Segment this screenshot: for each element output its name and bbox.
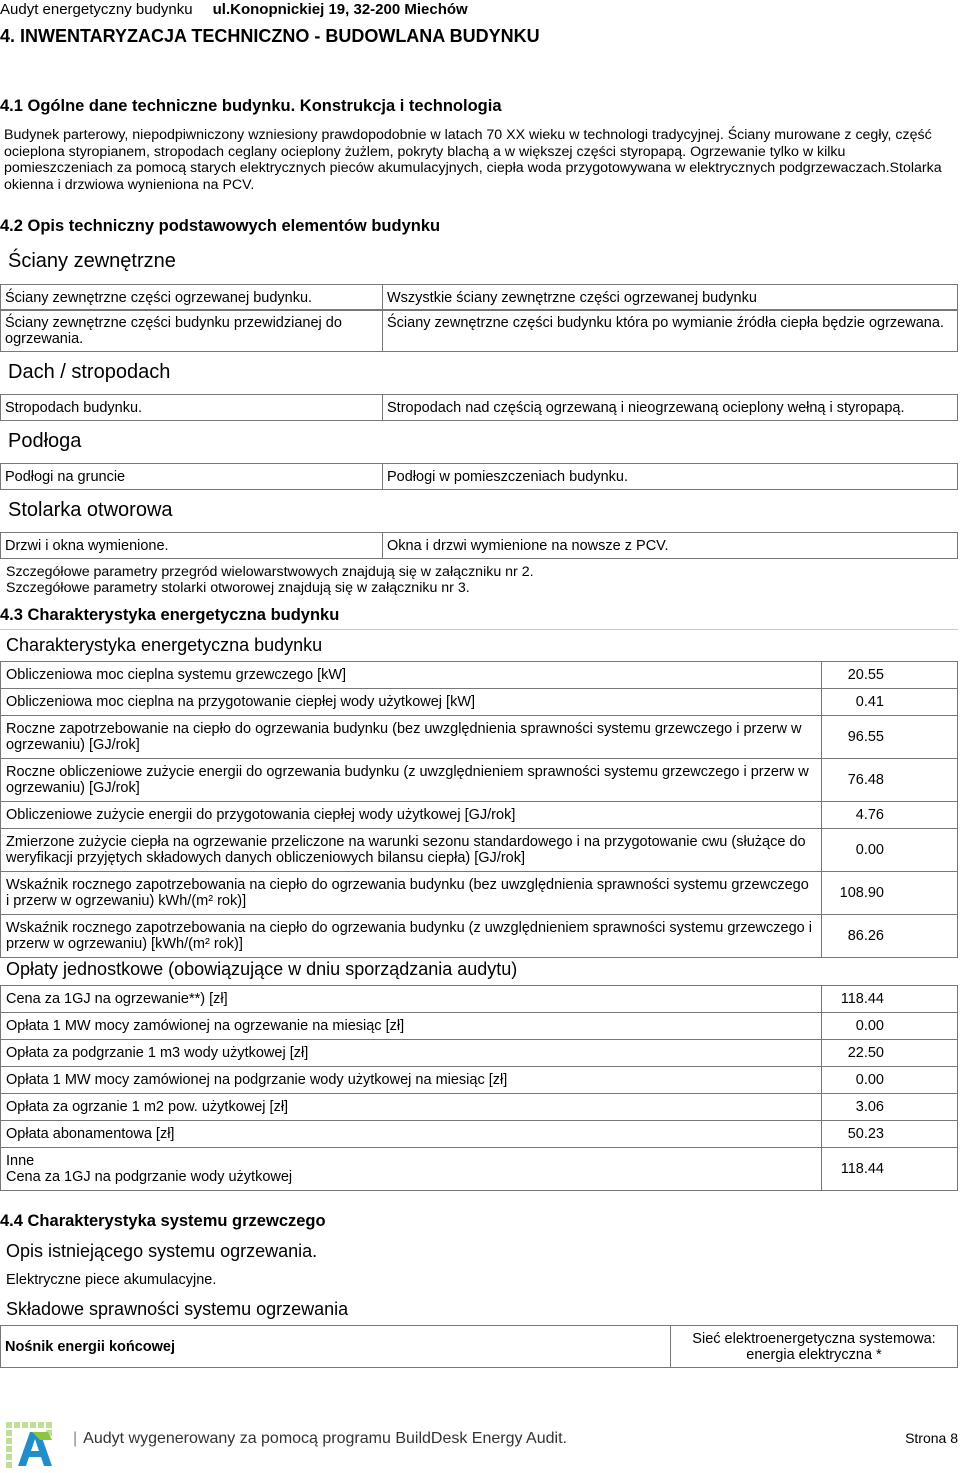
floor-row-1-left: Podłogi na gruncie	[1, 464, 383, 489]
fees-title: Opłaty jednostkowe (obowiązujące w dniu sporządzania audytu)	[6, 959, 518, 979]
energy-carrier-row	[0, 1325, 958, 1368]
energy-table-title: Charakterystyka energetyczna budynku	[6, 635, 323, 655]
heading-4-4: 4.4 Charakterystyka systemu grzewczego	[0, 1212, 326, 1230]
fee-value: 3.06	[822, 1094, 958, 1121]
walls-row-1	[0, 284, 958, 311]
floor-row-1-right: Podłogi w pomieszczeniach budynku.	[387, 469, 628, 485]
energy-characteristics-table	[0, 661, 958, 958]
row-value: 0.41	[822, 689, 958, 716]
section-divider	[0, 629, 958, 630]
fee-label: Opłata 1 MW mocy zamówionej na podgrzanie wody użytkowej na miesiąc [zł]	[1, 1067, 822, 1094]
row-label: Zmierzone zużycie ciepła na ogrzewanie przeliczone na warunki sezonu standardowego i na przygotowanie cwu (służące do weryfikacji przyjętych składowych danych obliczeniowych bilansu ciepła) [GJ/rok]	[1, 829, 822, 872]
table-row	[1, 1094, 958, 1121]
row-value: 20.55	[822, 662, 958, 689]
table-row	[1, 759, 958, 802]
windows-row-1-right: Okna i drzwi wymienione na nowsze z PCV.	[387, 538, 669, 554]
row-value: 0.00	[822, 829, 958, 872]
row-value: 86.26	[822, 915, 958, 958]
row-label: Roczne obliczeniowe zużycie energii do ogrzewania budynku (z uwzględnieniem sprawności systemu grzewczego i przerw w ogrzewaniu) [GJ/rok]	[1, 759, 822, 802]
footer-separator: |	[73, 1430, 78, 1447]
building-address: ul.Konopnickiej 19, 32-200 Miechów	[212, 1, 468, 18]
fee-label: Opłata 1 MW mocy zamówionej na ogrzewanie na miesiąc [zł]	[1, 1013, 822, 1040]
category-floor-title: Podłoga	[8, 430, 82, 452]
row-value: 76.48	[822, 759, 958, 802]
system-description-title: Opis istniejącego systemu ogrzewania.	[6, 1241, 318, 1261]
fee-label-other	[1, 1148, 822, 1191]
unit-fees-table	[0, 985, 958, 1191]
table-row	[1, 1040, 958, 1067]
category-windows-title: Stolarka otworowa	[8, 499, 173, 521]
category-walls-title: Ściany zewnętrzne	[8, 250, 176, 272]
walls-row-2	[0, 309, 958, 352]
row-label: Obliczeniowe zużycie energii do przygotowania ciepłej wody użytkowej [GJ/rok]	[1, 802, 822, 829]
walls-row-1-right: Wszystkie ściany zewnętrzne części ogrzewanej budynku	[387, 290, 757, 306]
floor-row-1	[0, 463, 958, 490]
section-title: 4. INWENTARYZACJA TECHNICZNO - BUDOWLANA BUDYNKU	[0, 26, 540, 46]
walls-row-2-left: Ściany zewnętrzne części budynku przewidzianej do ogrzewania.	[1, 310, 383, 351]
table-row	[1, 716, 958, 759]
efficiency-title: Składowe sprawności systemu ogrzewania	[6, 1299, 349, 1319]
heading-4-2: 4.2 Opis techniczny podstawowych elementów budynku	[0, 217, 441, 235]
table-row	[1, 1121, 958, 1148]
fee-value: 50.23	[822, 1121, 958, 1148]
document-title: Audyt energetyczny budynku	[0, 1, 193, 18]
table-row	[1, 829, 958, 872]
table-row	[1, 662, 958, 689]
row-label: Wskaźnik rocznego zapotrzebowania na ciepło do ogrzewania budynku (bez uwzględnienia sprawności systemu grzewczego i przerw w ogrzewaniu) kWh/(m² rok)]	[1, 872, 822, 915]
heading-4-1: 4.1 Ogólne dane techniczne budynku. Konstrukcja i technologia	[0, 97, 502, 115]
row-label: Obliczeniowa moc cieplna na przygotowanie ciepłej wody użytkowej [kW]	[1, 689, 822, 716]
windows-row-1-left: Drzwi i okna wymienione.	[1, 533, 383, 558]
footer-generated-text: Audyt wygenerowany za pomocą programu BuildDesk Energy Audit.	[83, 1430, 567, 1447]
other-sublabel: Cena za 1GJ na podgrzanie wody użytkowej	[6, 1169, 293, 1185]
fee-label: Opłata za podgrzanie 1 m3 wody użytkowej [zł]	[1, 1040, 822, 1067]
heading-4-3: 4.3 Charakterystyka energetyczna budynku	[0, 606, 340, 624]
walls-row-2-right: Ściany zewnętrzne części budynku która po wymianie źródła ciepła będzie ogrzewana.	[387, 315, 944, 331]
roof-row-1-left: Stropodach budynku.	[1, 395, 383, 420]
fee-value: 0.00	[822, 1013, 958, 1040]
roof-row-1-right: Stropodach nad częścią ogrzewaną i nieogrzewaną ocieplony wełną i styropapą.	[387, 400, 905, 416]
table-row	[1, 915, 958, 958]
table-row	[1, 1148, 958, 1191]
table-row	[1, 1013, 958, 1040]
fee-label: Opłata za ogrzanie 1 m2 pow. użytkowej [zł]	[1, 1094, 822, 1121]
fee-value: 22.50	[822, 1040, 958, 1067]
windows-row-1	[0, 532, 958, 559]
table-row	[1, 689, 958, 716]
fee-value: 0.00	[822, 1067, 958, 1094]
page-number: Strona 8	[905, 1430, 958, 1446]
row-value: 108.90	[822, 872, 958, 915]
table-row	[1, 802, 958, 829]
builddesk-logo-icon	[4, 1420, 58, 1470]
row-label: Obliczeniowa moc cieplna systemu grzewczego [kW]	[1, 662, 822, 689]
fee-value: 118.44	[822, 1148, 958, 1191]
system-description: Elektryczne piece akumulacyjne.	[6, 1272, 217, 1288]
row-label: Roczne zapotrzebowanie na ciepło do ogrzewania budynku (bez uwzględnienia sprawności systemu grzewczego i przerw w ogrzewaniu) [GJ/rok]	[1, 716, 822, 759]
roof-row-1	[0, 394, 958, 421]
table-row	[1, 1067, 958, 1094]
table-row	[1, 986, 958, 1013]
fee-label: Opłata abonamentowa [zł]	[1, 1121, 822, 1148]
general-description: Budynek parterowy, niepodpiwniczony wzniesiony prawdopodobnie w latach 70 XX wieku w technologi tradycyjnej. Ściany murowane z cegły, część ocieplona styropianem, stropodach ceglany ocieplony żużlem, pokryty blachą a w większej części styropapą. Ogrzewanie tylko w kilku pomieszczeniach za pomocą starych elektrycznych pieców akumulacyjnych, ciepła woda przygotowywana w elektrycznych podgrzewaczach.Stolarka okienna i drzwiowa wynieniona na PCV.	[4, 127, 942, 193]
fee-label: Cena za 1GJ na ogrzewanie**) [zł]	[1, 986, 822, 1013]
table-row	[1, 872, 958, 915]
energy-carrier-label: Nośnik energii końcowej	[1, 1326, 671, 1367]
other-label: Inne	[6, 1153, 35, 1169]
category-roof-title: Dach / stropodach	[8, 361, 171, 383]
note-partitions: Szczegółowe parametry przegród wielowarstwowych znajdują się w załączniku nr 2.	[6, 564, 534, 580]
footer-generated-note	[73, 1430, 567, 1448]
row-value: 96.55	[822, 716, 958, 759]
walls-row-1-left: Ściany zewnętrzne części ogrzewanej budynku.	[1, 285, 383, 310]
page-header	[0, 1, 468, 18]
row-value: 4.76	[822, 802, 958, 829]
note-joinery: Szczegółowe parametry stolarki otworowej znajdują się w załączniku nr 3.	[6, 580, 470, 596]
energy-carrier-value: Sieć elektroenergetyczna systemowa: energia elektryczna *	[692, 1331, 936, 1363]
fee-value: 118.44	[822, 986, 958, 1013]
row-label: Wskaźnik rocznego zapotrzebowania na ciepło do ogrzewania budynku (z uwzględnieniem sprawności systemu grzewczego i przerw w ogrzewaniu) [kWh/(m² rok)]	[1, 915, 822, 958]
